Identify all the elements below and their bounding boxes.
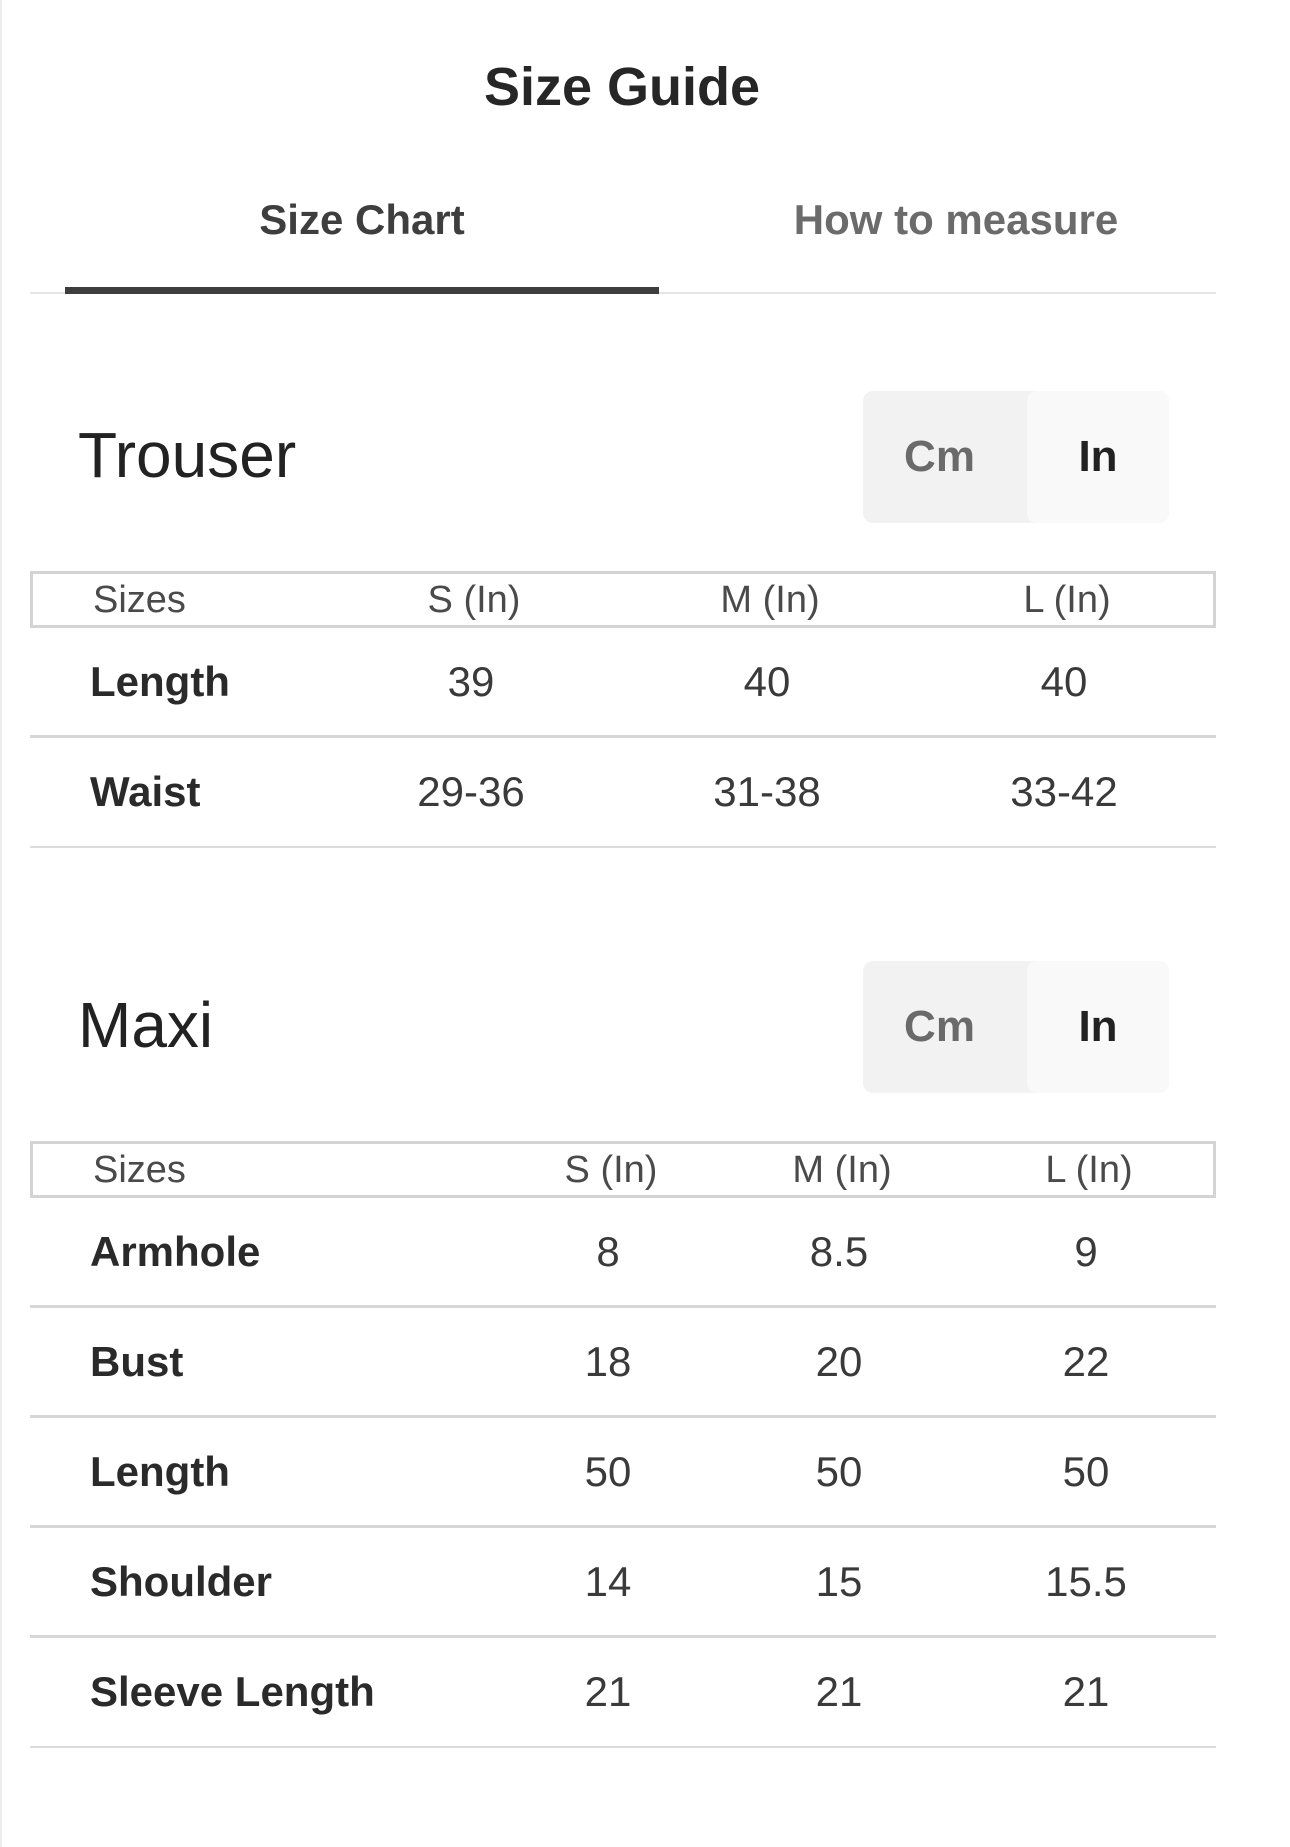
value-l: 40 — [1040, 658, 1088, 705]
header-s: S (In) — [427, 579, 521, 621]
table-row — [30, 1198, 1216, 1308]
value-s: 50 — [584, 1448, 632, 1495]
row-label: Shoulder — [90, 1558, 273, 1605]
header-l: L (In) — [1045, 1149, 1133, 1191]
modal-title: Size Guide — [483, 57, 761, 117]
header-m: M (In) — [720, 579, 820, 621]
tab-bar — [30, 180, 1216, 294]
value-l: 22 — [1062, 1338, 1110, 1385]
value-l: 21 — [1062, 1668, 1110, 1715]
value-s: 29-36 — [417, 768, 525, 815]
row-label: Waist — [90, 768, 201, 815]
header-sizes: Sizes — [93, 579, 186, 621]
tab-how-to-measure[interactable]: How to measure — [793, 196, 1119, 243]
value-l: 33-42 — [1010, 768, 1118, 815]
value-m: 15 — [815, 1558, 863, 1605]
value-m: 21 — [815, 1668, 863, 1715]
value-m: 31-38 — [713, 768, 821, 815]
header-l: L (In) — [1023, 579, 1111, 621]
header-m: M (In) — [792, 1149, 892, 1191]
maxi-unit-toggle — [863, 961, 1169, 1093]
maxi-section-title: Maxi — [78, 989, 214, 1061]
table-row — [30, 1418, 1216, 1528]
row-label: Bust — [90, 1338, 184, 1385]
row-label: Sleeve Length — [90, 1668, 375, 1715]
table-header-row — [30, 571, 1216, 628]
table-header-row — [30, 1141, 1216, 1198]
table-row — [30, 628, 1216, 738]
trouser-unit-in-button[interactable]: In — [1027, 391, 1169, 523]
trouser-unit-toggle — [863, 391, 1169, 523]
value-m: 20 — [815, 1338, 863, 1385]
header-s: S (In) — [564, 1149, 658, 1191]
row-label: Length — [90, 658, 230, 705]
table-row — [30, 1528, 1216, 1638]
maxi-unit-cm-button[interactable]: Cm — [904, 1002, 975, 1051]
value-s: 21 — [584, 1668, 632, 1715]
value-s: 8 — [596, 1228, 620, 1275]
table-row — [30, 1308, 1216, 1418]
row-label: Length — [90, 1448, 230, 1495]
value-m: 8.5 — [809, 1228, 869, 1275]
row-label: Armhole — [90, 1228, 261, 1275]
value-s: 14 — [584, 1558, 632, 1605]
trouser-size-table — [30, 571, 1216, 848]
value-m: 40 — [743, 658, 791, 705]
trouser-unit-cm-button[interactable]: Cm — [904, 432, 975, 481]
trouser-section-title: Trouser — [78, 419, 297, 491]
header-sizes: Sizes — [93, 1149, 186, 1191]
maxi-size-table — [30, 1141, 1216, 1748]
value-l: 50 — [1062, 1448, 1110, 1495]
tab-size-chart[interactable]: Size Chart — [65, 180, 659, 294]
table-row — [30, 738, 1216, 848]
value-l: 15.5 — [1045, 1558, 1127, 1605]
maxi-unit-in-button[interactable]: In — [1027, 961, 1169, 1093]
table-row — [30, 1638, 1216, 1748]
value-m: 50 — [815, 1448, 863, 1495]
value-s: 18 — [584, 1338, 632, 1385]
value-s: 39 — [447, 658, 495, 705]
value-l: 9 — [1074, 1228, 1098, 1275]
